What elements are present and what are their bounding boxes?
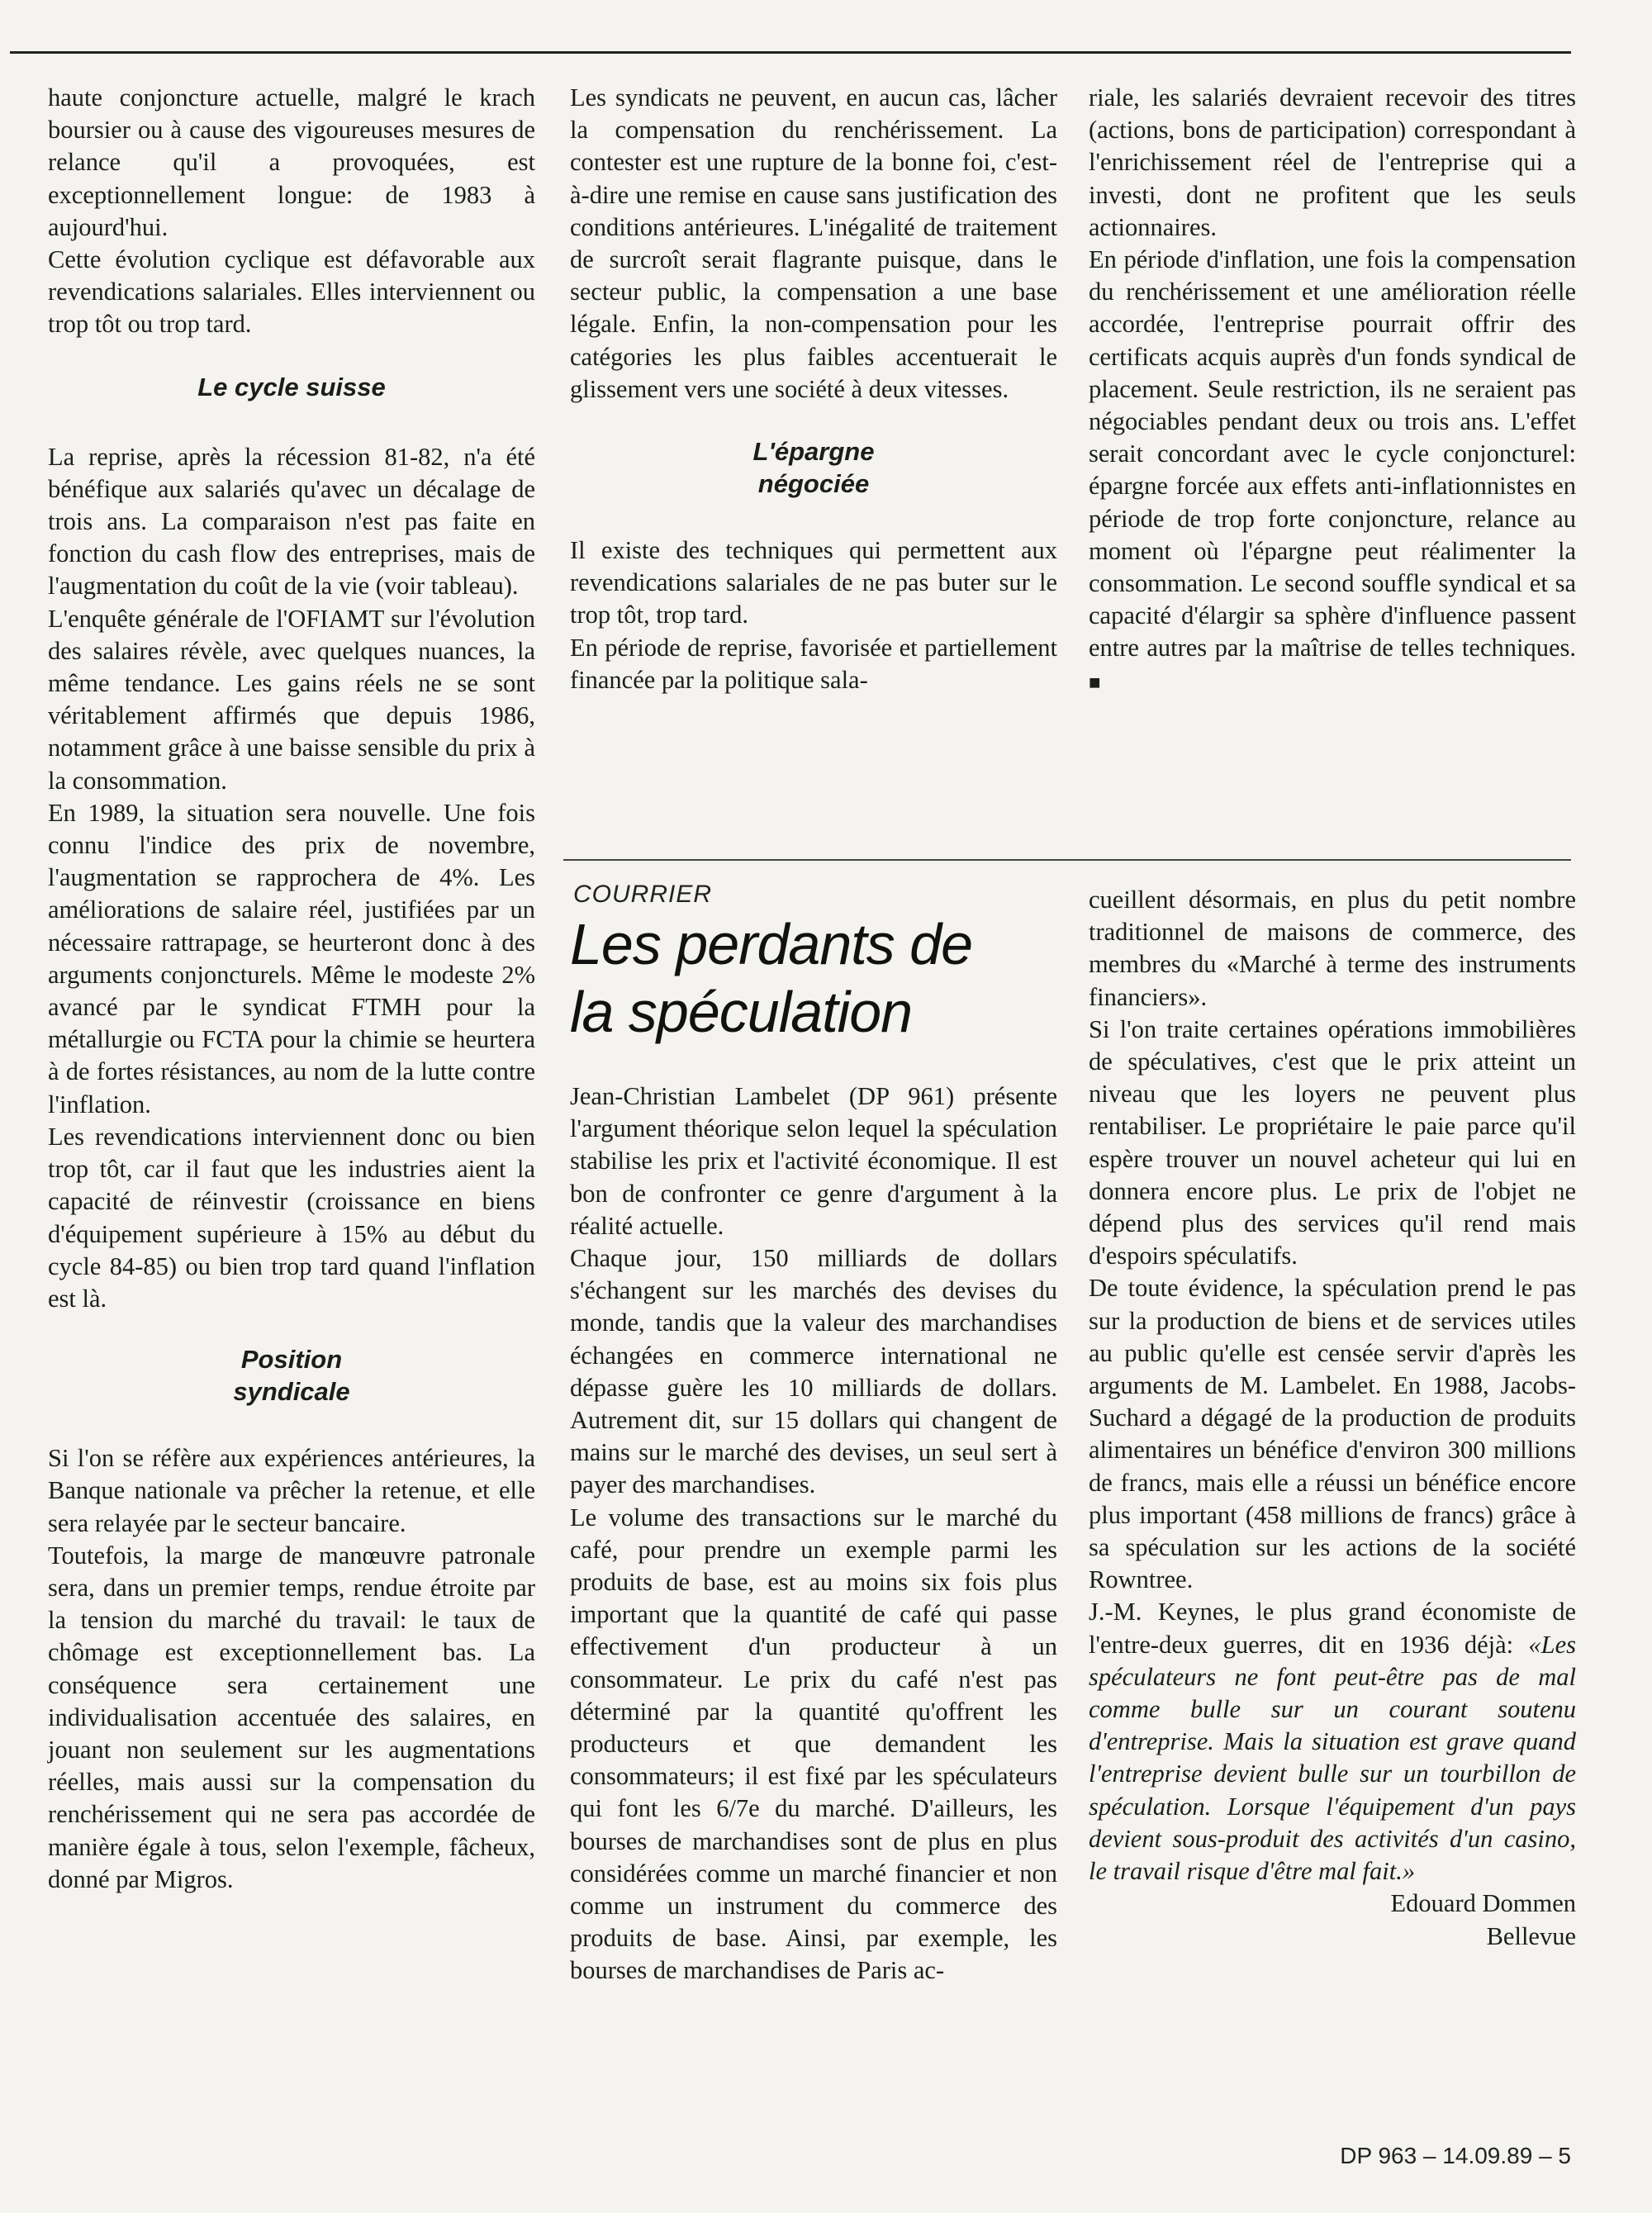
page-folio: DP 963 – 14.09.89 – 5 xyxy=(1340,2143,1571,2168)
paragraph: L'enquête générale de l'OFIAMT sur l'évolution des salaires révèle, avec quelques nuances, la même tendance. Les gains réels ne se sont véritablement affirmés que depuis 1986, notamment grâce à une baisse sensible du prix à la consommation. xyxy=(48,604,535,795)
paragraph: Il existe des techniques qui permettent aux revendications salariales de ne pas buter sur le trop tôt, trop tard. xyxy=(570,536,1057,629)
paragraph: De toute évidence, la spéculation prend le pas sur la production de biens et de services utiles au public qu'elle est censée servir d'après les arguments de M. Lambelet. En 1988, Jacobs-Suchard a dégagé de la production de produits alimentaires un bénéfice d'environ 300 millions de francs, mais elle a réussi un bénéfice encore plus important (458 millions de francs) grâce à sa spéculation sur les actions de la société Rowntree. xyxy=(1089,1274,1576,1594)
subhead-cycle-suisse: Le cycle suisse xyxy=(197,372,386,401)
keynes-intro: J.-M. Keynes, le plus grand économiste de l'entre-deux guerres, dit en 1936 déjà: xyxy=(1089,1598,1576,1659)
paragraph: Toutefois, la marge de manœuvre patronale sera, dans un premier temps, rendue étroite par la tension du marché du travail: le taux de chômage est exceptionnellement bas. La conséquence sera certainement une individualisation accentuée des salaires, en jouant non seulement sur les augmentations réelles, mais aussi sur la compensation du renchérissement qui ne sera pas accordée de manière égale à tous, selon l'exemple, fâcheux, donné par Migros. xyxy=(48,1541,535,1893)
paragraph: Cette évolution cyclique est défavorable aux revendications salariales. Elles interviennent ou trop tôt ou trop tard. xyxy=(48,245,535,339)
paragraph xyxy=(1089,244,1576,700)
signature-name: Edouard Dommen xyxy=(1390,1889,1576,1918)
paragraph: Jean-Christian Lambelet (DP 961) présente l'argument théorique selon lequel la spéculation stabilise les prix et l'activité économique. Il est bon de confronter ce genre d'argument à la réalité actuelle. xyxy=(570,1082,1057,1240)
paragraph: haute conjoncture actuelle, malgré le krach boursier ou à cause des vigoureuses mesures de relance qu'il a provoquées, est exceptionnellement longue: de 1983 à aujourd'hui. xyxy=(48,83,535,241)
column-1 xyxy=(48,82,535,1896)
paragraph: La reprise, après la récession 81-82, n'a été bénéfique aux salariés qu'avec un décalage de trois ans. La comparaison n'est pas faite en fonction du cash flow des entreprises, mais de l'augmentation du coût de la vie (voir tableau). xyxy=(48,442,535,601)
column-3-bottom xyxy=(1089,884,1576,1953)
paragraph: Si l'on traite certaines opérations immobilières de spéculatives, c'est que le prix atteint un niveau que les loyers ne peuvent plus rentabiliser. Le propriétaire le paie parce qu'il espère trouver un nouvel acheteur qui lui en donnera encore plus. Le prix de l'objet ne dépend plus des services qu'il rend mais d'espoirs spéculatifs. xyxy=(1089,1014,1576,1270)
subhead-epargne-line-2: négociée xyxy=(757,469,870,499)
column-3-top xyxy=(1089,82,1576,700)
paragraph: Si l'on se réfère aux expériences antérieures, la Banque nationale va prêcher la retenue, et elle sera relayée par le secteur bancaire. xyxy=(48,1444,535,1537)
paragraph: Les revendications interviennent donc ou bien trop tôt, car il faut que les industries aient la capacité de réinvestir (croissance en biens d'équipement supérieure à 15% au début du cycle 84-85) ou bien trop tard quand l'inflation est là. xyxy=(48,1122,535,1313)
paragraph: cueillent désormais, en plus du petit nombre traditionnel de maisons de commerce, des membres du «Marché à terme des instruments financiers». xyxy=(1089,886,1576,1011)
signature-place: Bellevue xyxy=(1486,1921,1576,1950)
headline-line-2: la spéculation xyxy=(570,980,913,1044)
section-kicker: COURRIER xyxy=(573,881,713,908)
paragraph: En période de reprise, favorisée et partiellement financée par la politique sala- xyxy=(570,633,1057,694)
paragraph: Le volume des transactions sur le marché du café, pour prendre un exemple parmi les produits de base, est au moins six fois plus important que la quantité de café qui passe effectivement d'un producteur à un consommateur. Le prix du café n'est pas déterminé par la quantité qu'offrent les producteurs et que demandent les consommateurs; il est fixé par les spéculateurs qui font les 6/7e du marché. D'ailleurs, les bourses de marchandises sont de plus en plus considérées comme un marché financier et non comme un instrument du commerce des produits de base. Ainsi, par exemple, les bourses de marchandises de Paris ac- xyxy=(570,1503,1057,1985)
top-rule xyxy=(10,51,1571,54)
paragraph: En 1989, la situation sera nouvelle. Une fois connu l'indice des prix de novembre, l'augmentation se rapprochera de 4%. Les améliorations de salaire réel, justifiées par un nécessaire rattrapage, se heurteront donc à des arguments conjoncturels. Même le modeste 2% avancé par le syndicat FTMH pour la métallurgie ou FCTA pour la chimie se heurtera à de fortes résistances, au nom de la lutte contre l'inflation. xyxy=(48,798,535,1118)
paragraph: Les syndicats ne peuvent, en aucun cas, lâcher la compensation du renchérissement. La contester est une rupture de la bonne foi, c'est-à-dire une remise en cause sans justification des conditions antérieures. L'inégalité de traitement de surcroît serait flagrante puisque, dans le secteur public, la compensation a une base légale. Enfin, la non-compensation pour les catégories les plus faibles accentuerait le glissement vers une société à deux vitesses. xyxy=(570,83,1057,403)
paragraph: riale, les salariés devraient recevoir des titres (actions, bons de participation) correspondant à l'enrichissement réel de l'entreprise qui a investi, dont ne profitent que les seuls actionnaires. xyxy=(1089,83,1576,241)
article-separator-rule xyxy=(563,859,1571,861)
subhead-epargne-line-1: L'épargne xyxy=(752,437,875,467)
subhead-position-line-1: Position xyxy=(240,1345,343,1375)
headline-line-1: Les perdants de xyxy=(570,912,973,976)
column-2-bottom xyxy=(570,1080,1057,1987)
paragraph xyxy=(1089,1596,1576,1888)
article-headline xyxy=(570,910,1074,1046)
column-2-top xyxy=(570,82,1057,696)
keynes-quote: «Les spéculateurs ne font peut-être pas de mal comme bulle sur un courant soutenu d'entreprise. Mais la situation est grave quand l'entreprise devient bulle sur un tourbillon de spéculation. Lorsque l'équipement d'un pays devient sous-produit des activités d'un casino, le travail risque d'être mal fait.» xyxy=(1089,1630,1577,1886)
paragraph: Chaque jour, 150 milliards de dollars s'échangent sur les marchés des devises du monde, tandis que la valeur des marchandises échangées en commerce international ne dépasse guère les 10 milliards de dollars. Autrement dit, sur 15 dollars qui changent de mains sur le marché des devises, un seul sert à payer des marchandises. xyxy=(570,1244,1057,1499)
subhead-position-line-2: syndicale xyxy=(233,1377,350,1407)
paragraph-text: En période d'inflation, une fois la compensation du renchérissement et une amélioration réelle accordée, l'entreprise pourrait offrir des certificats acquis auprès d'un fonds syndical de placement. Seule restriction, ils ne seraient pas négociables pendant deux ou trois ans. L'effet serait concordant avec le cycle conjoncturel: épargne forcée aux effets anti-inflationnistes en période de trop forte conjoncture, relance au moment où l'épargne peut réalimenter la consommation. Le second souffle syndical et sa capacité d'élargir sa sphère d'influence passent entre autres par la maîtrise de telles techniques. xyxy=(1089,245,1576,662)
end-mark-icon: ■ xyxy=(1089,672,1101,694)
